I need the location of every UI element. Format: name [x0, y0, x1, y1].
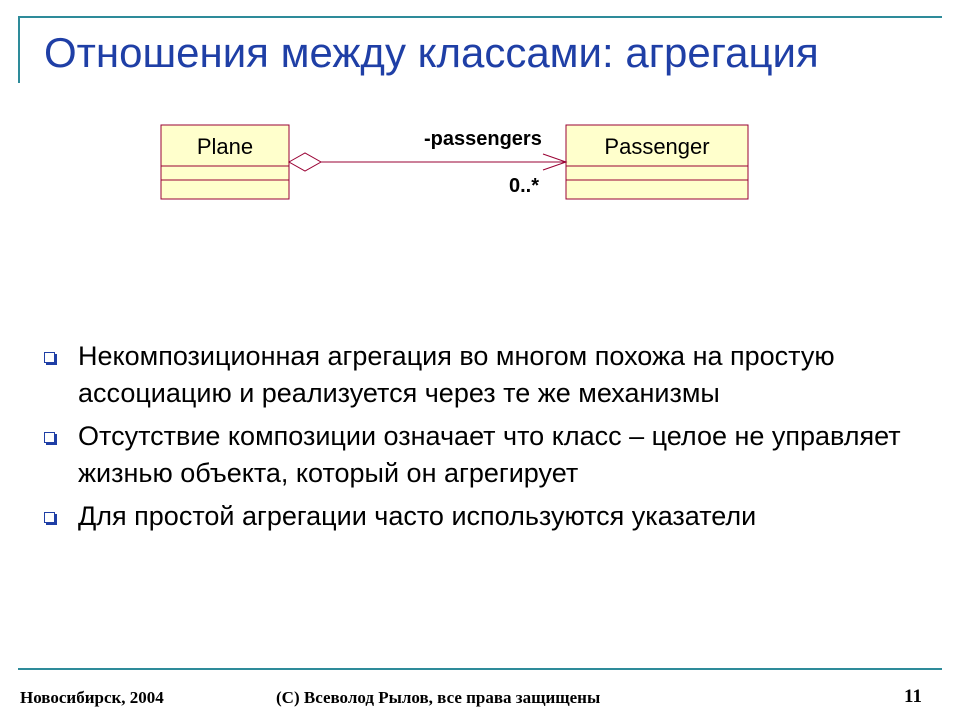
bullet-text: Для простой агрегации часто используются указатели: [78, 501, 757, 531]
uml-class-passenger[interactable]: [566, 125, 748, 199]
square-bullet-icon: [44, 352, 55, 363]
class-name-plane: Plane: [196, 134, 254, 159]
footer-city-year: Новосибирск, 2004: [20, 688, 164, 707]
bullet-text: Некомпозиционная агрегация во многом похожа на простую ассоциацию и реализуется через те же механизмы: [78, 341, 835, 408]
bullet-item: [40, 498, 920, 535]
bullet-item: [40, 338, 920, 412]
page-number: 11: [904, 686, 922, 707]
bullet-item: [40, 418, 920, 492]
bullet-text: Отсутствие композиции означает что класс – целое не управляет жизнью объекта, который он агрегирует: [78, 421, 901, 488]
uml-class-plane[interactable]: [161, 125, 289, 199]
aggregation-association[interactable]: [289, 128, 566, 197]
class-name-passenger: Passenger: [604, 134, 710, 159]
slide-title: Отношения между классами: агрегация: [44, 29, 819, 76]
square-bullet-icon: [44, 512, 55, 523]
footer-copyright: (С) Всеволод Рылов, все права защищены: [276, 688, 601, 707]
footer-rule: [18, 668, 942, 670]
square-bullet-icon: [44, 432, 55, 443]
bullet-list: [40, 338, 920, 541]
association-multiplicity-label: 0..*: [509, 175, 540, 197]
aggregation-diamond-icon: [289, 153, 321, 171]
association-role-label: -passengers: [424, 128, 542, 150]
